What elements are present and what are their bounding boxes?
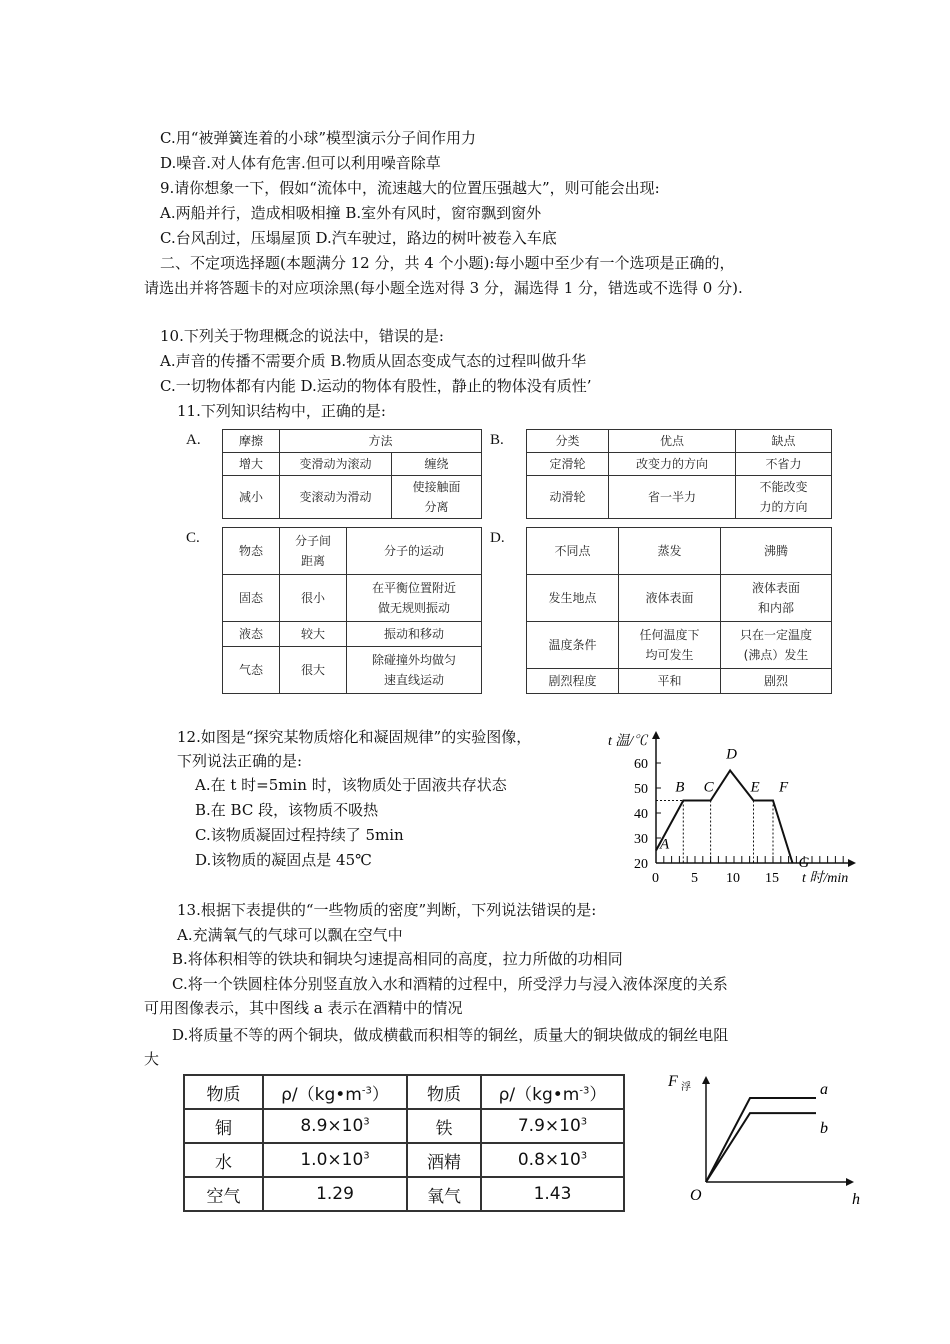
q13-option-d-cont: 大 xyxy=(144,1050,160,1068)
cell-sup: 3 xyxy=(580,1116,588,1128)
section2-heading: 二、不定项选择题(本题满分 12 分，共 4 个小题):每小题中至少有一个选项是正确的， xyxy=(160,254,735,272)
table-cell xyxy=(280,528,347,575)
table-cell: 较大 xyxy=(280,622,347,647)
table-cell: 方法 xyxy=(280,430,482,453)
table-cell: 变滑动为滚动 xyxy=(280,453,392,476)
y-tick-label: 20 xyxy=(634,857,648,872)
x-tick-label: 10 xyxy=(726,871,740,886)
table-c xyxy=(222,527,482,694)
cell-line: 分离 xyxy=(424,500,449,514)
cell-line: 分子间 xyxy=(294,534,331,548)
y-tick-label: 60 xyxy=(634,757,648,772)
table-cell: 不同点 xyxy=(527,528,619,575)
table-d xyxy=(526,527,832,694)
q13-option-c: C.将一个铁圆柱体分别竖直放入水和酒精的过程中，所受浮力与浸入液体深度的关系 xyxy=(172,975,728,993)
q11-stem: 11.下列知识结构中，正确的是: xyxy=(177,402,386,420)
table-cell: 铜 xyxy=(184,1109,263,1143)
point-label-c: C xyxy=(703,779,714,796)
cell-line: 除碰撞外均做匀 xyxy=(371,653,456,667)
table-a xyxy=(222,429,482,519)
table-cell: 固态 xyxy=(223,575,280,622)
table-cell xyxy=(347,647,482,694)
table-d-label: D. xyxy=(490,530,505,546)
y-axis-sub: 浮 xyxy=(681,1082,691,1093)
x-axis-label: t 时/min xyxy=(802,871,849,886)
table-cell: 气态 xyxy=(223,647,280,694)
q12-option-a: A.在 t 时=5min 时，该物质处于固液共存状态 xyxy=(195,776,507,794)
series-b-line xyxy=(706,1113,816,1182)
table-cell: 定滑轮 xyxy=(527,453,609,476)
table-cell: 氧气 xyxy=(407,1177,481,1211)
table-c-label: C. xyxy=(186,530,200,546)
cell-line: 只在一定温度 xyxy=(739,628,812,642)
point-label-b: B xyxy=(675,779,685,796)
cell-sup: -3 xyxy=(361,1084,372,1096)
table-cell xyxy=(619,622,721,669)
cell-part: ρ/（kg•m xyxy=(498,1084,580,1105)
table-cell xyxy=(392,476,482,519)
q12-option-b: B.在 BC 段，该物质不吸热 xyxy=(195,801,379,819)
chart-axes xyxy=(702,1076,854,1186)
x-axis-label: h xyxy=(852,1191,860,1208)
section2-instructions: 请选出并将答题卡的对应项涂黑(每小题全选对得 3 分，漏选得 1 分，错选或不选得 0 分). xyxy=(144,279,743,297)
melting-curve-chart xyxy=(600,725,870,890)
table-cell xyxy=(721,575,832,622)
table-cell: 动滑轮 xyxy=(527,476,609,519)
table-cell xyxy=(736,476,832,519)
x-tick-label: 5 xyxy=(691,871,698,886)
y-tick-label: 50 xyxy=(634,782,648,797)
table-cell xyxy=(721,622,832,669)
table-cell: 平和 xyxy=(619,669,721,694)
q12-option-c: C.该物质凝固过程持续了 5min xyxy=(195,826,404,844)
cell-line: 速直线运动 xyxy=(383,673,444,687)
q13-option-d: D.将质量不等的两个铜块，做成横截而积相等的铜丝，质量大的铜块做成的铜丝电阻 xyxy=(172,1026,729,1044)
chart-axes xyxy=(652,731,856,867)
table-cell: 酒精 xyxy=(407,1143,481,1177)
table-cell: 缠绕 xyxy=(392,453,482,476)
cell-part: ρ/（kg•m xyxy=(281,1084,362,1105)
cell-line: 距离 xyxy=(300,554,325,568)
density-table xyxy=(183,1074,625,1212)
table-cell: 振动和移动 xyxy=(347,622,482,647)
q12-stem-2: 下列说法正确的是: xyxy=(177,752,303,770)
y-tick-label: 30 xyxy=(634,832,648,847)
table-cell: 摩擦 xyxy=(223,430,280,453)
cell-sup: 3 xyxy=(363,1150,370,1162)
cell-part: ） xyxy=(589,1084,607,1105)
q13-option-b: B.将体积相等的铁块和铜块匀速提高相同的高度，拉力所做的功相同 xyxy=(172,950,623,968)
table-cell: 很小 xyxy=(280,575,347,622)
table-cell: 空气 xyxy=(184,1177,263,1211)
series-b-label: b xyxy=(820,1120,828,1138)
cell-part: 0.8×10 xyxy=(517,1150,581,1170)
point-labels xyxy=(659,747,810,872)
origin-label: O xyxy=(690,1187,702,1204)
table-cell xyxy=(481,1075,624,1109)
table-cell: 省一半力 xyxy=(609,476,736,519)
cell-line: 和内部 xyxy=(757,601,794,615)
table-cell: 剧烈 xyxy=(721,669,832,694)
cell-line: 使接触面 xyxy=(412,480,461,494)
q10-options-cd: C.一切物体都有内能 D.运动的物体有股性，静止的物体没有质性’ xyxy=(160,377,592,395)
table-cell: 液态 xyxy=(223,622,280,647)
table-cell: 蒸发 xyxy=(619,528,721,575)
q13-stem: 13.根据下表提供的“一些物质的密度”判断，下列说法错误的是: xyxy=(177,901,597,919)
table-cell: 1.43 xyxy=(481,1177,624,1211)
cell-part: 7.9×10 xyxy=(517,1116,581,1136)
table-cell: 剧烈程度 xyxy=(527,669,619,694)
table-cell: 温度条件 xyxy=(527,622,619,669)
point-label-f: F xyxy=(779,779,789,796)
point-label-a: A xyxy=(660,836,670,853)
cell-line: 做无规则振动 xyxy=(377,601,450,615)
q8-option-c: C.用“被弹簧连着的小球”模型演示分子间作用力 xyxy=(160,129,477,147)
table-cell: 沸腾 xyxy=(721,528,832,575)
table-cell: 物质 xyxy=(184,1075,263,1109)
q13-option-c-cont: 可用图像表示，其中图线 a 表示在酒精中的情况 xyxy=(144,999,463,1017)
cell-part: 1.0×10 xyxy=(300,1150,364,1170)
cell-line: 在平衡位置附近 xyxy=(371,581,456,595)
table-cell: 改变力的方向 xyxy=(609,453,736,476)
table-cell: 分类 xyxy=(527,430,609,453)
cell-part: ） xyxy=(371,1084,389,1105)
cell-part: 8.9×10 xyxy=(300,1116,364,1136)
table-b-label: B. xyxy=(490,432,504,448)
table-b xyxy=(526,429,832,519)
table-cell xyxy=(481,1143,624,1177)
table-cell: 减小 xyxy=(223,476,280,519)
y-ticks xyxy=(634,757,661,872)
table-cell: 变滚动为滑动 xyxy=(280,476,392,519)
q9-options-cd: C.台风刮过，压塌屋顶 D.汽车驶过，路边的树叶被卷入车底 xyxy=(160,229,557,247)
table-cell: 优点 xyxy=(609,430,736,453)
cell-line: 力的方向 xyxy=(759,500,808,514)
q8-option-d: D.噪音.对人体有危害.但可以利用噪音除草 xyxy=(160,154,441,172)
cell-sup: 3 xyxy=(363,1116,370,1128)
table-cell: 物态 xyxy=(223,528,280,575)
table-cell: 缺点 xyxy=(736,430,832,453)
cell-sup: 3 xyxy=(580,1150,588,1162)
cell-line: 任何温度下 xyxy=(639,628,700,642)
q12-option-d: D.该物质的凝固点是 45℃ xyxy=(195,851,372,869)
q10-stem: 10.下列关于物理概念的说法中，错误的是: xyxy=(160,327,444,345)
table-cell xyxy=(347,575,482,622)
table-cell: 1.29 xyxy=(263,1177,407,1211)
table-cell xyxy=(263,1109,407,1143)
cell-line: (沸点）发生 xyxy=(743,648,809,662)
series-a-line xyxy=(706,1098,816,1182)
q12-stem: 12.如图是“探究某物质熔化和凝固规律”的实验图像， xyxy=(177,728,532,746)
point-label-d: D xyxy=(726,746,737,763)
q10-options-ab: A.声音的传播不需要介质 B.物质从固态变成气态的过程叫做升华 xyxy=(160,352,587,370)
table-cell: 铁 xyxy=(407,1109,481,1143)
y-axis-label: t 温/℃ xyxy=(608,734,648,749)
y-tick-label: 40 xyxy=(634,807,648,822)
table-cell: 不省力 xyxy=(736,453,832,476)
cell-line: 均可发生 xyxy=(645,648,694,662)
q9-stem: 9.请你想象一下，假如“流体中，流速越大的位置压强越大”，则可能会出现: xyxy=(160,179,660,197)
point-label-g: G xyxy=(798,855,810,871)
buoyancy-chart xyxy=(660,1062,870,1212)
dotted-guides xyxy=(656,801,773,864)
cell-line: 不能改变 xyxy=(759,480,808,494)
x-tick-label: 0 xyxy=(652,871,659,886)
table-cell: 分子的运动 xyxy=(347,528,482,575)
table-cell xyxy=(481,1109,624,1143)
q13-option-a: A.充满氧气的气球可以飘在空气中 xyxy=(177,926,403,944)
cell-line: 液体表面 xyxy=(751,581,800,595)
table-cell xyxy=(263,1143,407,1177)
table-cell: 很大 xyxy=(280,647,347,694)
table-cell: 发生地点 xyxy=(527,575,619,622)
table-a-label: A. xyxy=(186,432,201,448)
table-cell: 物质 xyxy=(407,1075,481,1109)
table-cell: 液体表面 xyxy=(619,575,721,622)
y-axis-label: F xyxy=(668,1073,678,1090)
table-cell: 增大 xyxy=(223,453,280,476)
x-ticks xyxy=(652,871,779,886)
q9-options-ab: A.两船并行，造成相吸相撞 B.室外有风时，窗帘飘到窗外 xyxy=(160,204,542,222)
table-cell xyxy=(263,1075,407,1109)
table-cell: 水 xyxy=(184,1143,263,1177)
x-tick-label: 15 xyxy=(765,871,779,886)
cell-sup: -3 xyxy=(579,1084,590,1096)
series-a-label: a xyxy=(820,1081,828,1098)
point-label-e: E xyxy=(750,779,760,796)
